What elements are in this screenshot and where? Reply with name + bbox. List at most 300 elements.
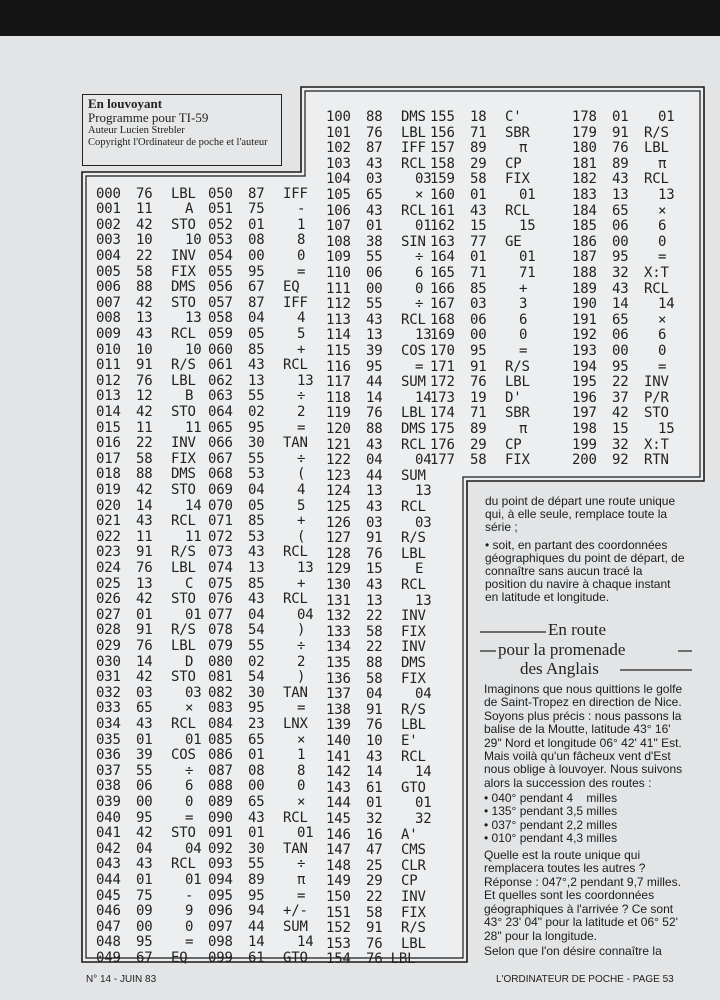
step-number: 001: [96, 201, 121, 218]
step-number: 188: [572, 265, 597, 281]
step-number: 008: [96, 310, 121, 327]
key-code: 91: [366, 530, 383, 547]
key-mnemonic: 15: [519, 218, 536, 235]
key-mnemonic: R/S: [171, 622, 196, 639]
route-list: [484, 792, 690, 845]
key-code: 76: [366, 545, 383, 562]
key-mnemonic: STO: [171, 216, 196, 233]
step-number: 053: [208, 232, 233, 249]
key-code: 01: [136, 871, 153, 888]
step-number: 121: [326, 436, 351, 453]
step-number: 157: [430, 140, 455, 157]
step-number: 011: [96, 357, 121, 374]
step-number: 033: [96, 700, 121, 717]
key-mnemonic: 10: [185, 341, 202, 358]
key-mnemonic: R/S: [401, 920, 426, 937]
step-number: 142: [326, 764, 351, 781]
step-number: 029: [96, 637, 121, 654]
key-code: 13: [366, 327, 383, 344]
key-mnemonic: R/S: [171, 357, 196, 374]
step-number: 023: [96, 544, 121, 561]
step-number: 194: [572, 358, 597, 375]
step-number: 155: [430, 109, 455, 125]
key-code: 92: [612, 452, 629, 469]
key-mnemonic: ×: [658, 202, 667, 219]
key-code: 13: [366, 483, 383, 500]
step-number: 031: [96, 669, 121, 686]
key-code: 77: [470, 233, 487, 250]
key-mnemonic: 13: [297, 559, 314, 576]
key-code: 91: [470, 358, 487, 375]
step-number: 071: [208, 513, 233, 530]
key-code: 13: [136, 575, 153, 592]
key-mnemonic: +: [297, 575, 306, 592]
key-code: 18: [470, 109, 487, 125]
key-code: 29: [470, 436, 487, 453]
key-code: 55: [248, 388, 265, 405]
step-number: 044: [96, 871, 121, 888]
step-number: 055: [208, 263, 233, 280]
step-number: 089: [208, 793, 233, 810]
step-number: 122: [326, 452, 351, 469]
key-code: 03: [470, 296, 487, 313]
key-mnemonic: B: [185, 388, 194, 405]
step-number: 099: [208, 949, 233, 966]
key-mnemonic: RCL: [283, 357, 308, 374]
key-code: 95: [612, 358, 629, 375]
key-mnemonic: ×: [297, 793, 306, 810]
key-code: 43: [612, 280, 629, 297]
step-number: 113: [326, 311, 351, 328]
step-number: 006: [96, 279, 121, 296]
key-mnemonic: P/R: [644, 389, 669, 406]
key-mnemonic: RCL: [401, 577, 426, 593]
step-number: 082: [208, 684, 233, 701]
key-mnemonic: (: [297, 528, 306, 545]
key-code: 95: [136, 934, 153, 951]
key-code: 10: [366, 733, 383, 749]
program-subtitle: Programme pour TI-59: [88, 110, 209, 125]
step-number: 072: [208, 528, 233, 545]
key-code: 58: [136, 450, 153, 467]
step-number: 087: [208, 762, 233, 779]
key-code: 03: [366, 171, 383, 188]
key-mnemonic: π: [519, 140, 528, 157]
step-number: 167: [430, 296, 455, 313]
key-code: 22: [136, 247, 153, 264]
key-mnemonic: 13: [297, 372, 314, 389]
key-mnemonic: 03: [415, 514, 432, 531]
key-mnemonic: 10: [185, 232, 202, 249]
step-number: 016: [96, 435, 121, 452]
step-number: 103: [326, 155, 351, 172]
key-code: 65: [612, 202, 629, 219]
key-mnemonic: =: [297, 419, 306, 436]
step-number: 137: [326, 686, 351, 703]
key-code: 76: [366, 405, 383, 422]
key-mnemonic: SBR: [505, 405, 530, 422]
step-number: 177: [430, 452, 455, 469]
key-code: 76: [366, 124, 383, 141]
key-code: 06: [366, 265, 383, 281]
step-number: 098: [208, 934, 233, 951]
step-number: 010: [96, 341, 121, 358]
key-mnemonic: 04: [297, 606, 314, 623]
key-mnemonic: E: [415, 561, 424, 578]
key-mnemonic: RCL: [401, 499, 426, 515]
key-code: 22: [136, 435, 153, 452]
step-number: 116: [326, 358, 351, 375]
step-number: 143: [326, 779, 351, 796]
key-code: 91: [136, 544, 153, 561]
key-code: 43: [366, 499, 383, 515]
key-code: 06: [612, 327, 629, 344]
key-code: 67: [136, 949, 153, 966]
key-code: 42: [612, 405, 629, 422]
program-copyright: Copyright l'Ordinateur de poche et l'auteur: [88, 137, 268, 148]
key-mnemonic: EQ: [283, 279, 300, 296]
key-code: 03: [366, 514, 383, 531]
key-code: 01: [470, 187, 487, 203]
key-mnemonic: 11: [185, 419, 202, 436]
key-mnemonic: 6: [415, 265, 424, 281]
key-mnemonic: INV: [644, 374, 669, 391]
step-number: 117: [326, 374, 351, 391]
key-code: 11: [136, 528, 153, 545]
key-mnemonic: -: [185, 887, 194, 904]
key-code: 30: [248, 684, 265, 701]
key-code: 76: [136, 637, 153, 654]
key-mnemonic: RCL: [171, 715, 196, 732]
key-code: 43: [136, 325, 153, 342]
step-number: 085: [208, 731, 233, 748]
step-number: 070: [208, 497, 233, 514]
key-code: 91: [612, 124, 629, 141]
step-number: 063: [208, 388, 233, 405]
key-code: 00: [612, 233, 629, 250]
key-mnemonic: SIN: [401, 233, 426, 250]
paragraph: du point de départ une route unique qui, à elle seule, remplace toute la série ;: [485, 494, 676, 535]
key-mnemonic: 01: [297, 825, 314, 842]
step-number: 091: [208, 825, 233, 842]
key-mnemonic: 03: [415, 171, 432, 188]
key-code: 91: [366, 920, 383, 937]
key-code: 12: [136, 388, 153, 405]
step-number: 086: [208, 747, 233, 764]
footer-issue: N° 14 - JUIN 83: [86, 974, 157, 985]
key-code: 14: [612, 296, 629, 313]
key-mnemonic: RCL: [505, 202, 530, 219]
key-code: 13: [248, 559, 265, 576]
heading-line: En route: [548, 620, 607, 639]
key-code: 85: [248, 513, 265, 530]
key-code: 44: [366, 374, 383, 391]
step-number: 032: [96, 684, 121, 701]
key-code: 65: [366, 187, 383, 203]
step-number: 069: [208, 481, 233, 498]
key-mnemonic: INV: [401, 639, 426, 656]
key-mnemonic: INV: [401, 608, 426, 625]
step-number: 191: [572, 311, 597, 328]
step-number: 107: [326, 218, 351, 235]
key-mnemonic: 3: [519, 296, 528, 313]
key-code: 13: [248, 372, 265, 389]
key-mnemonic: CP: [505, 436, 522, 453]
key-mnemonic: +: [519, 280, 528, 297]
key-mnemonic: 01: [185, 871, 202, 888]
key-code: 65: [136, 700, 153, 717]
key-code: 08: [248, 232, 265, 249]
key-code: 89: [470, 140, 487, 157]
key-mnemonic: ): [297, 669, 306, 686]
step-number: 074: [208, 559, 233, 576]
key-mnemonic: 14: [415, 764, 432, 781]
key-code: 58: [470, 452, 487, 469]
key-mnemonic: LBL: [171, 372, 196, 389]
key-mnemonic: STO: [171, 403, 196, 420]
step-number: 197: [572, 405, 597, 422]
key-mnemonic: 01: [519, 249, 536, 266]
step-number: 077: [208, 606, 233, 623]
step-number: 049: [96, 949, 121, 966]
step-number: 178: [572, 109, 597, 125]
step-number: 025: [96, 575, 121, 592]
key-mnemonic: 5: [297, 325, 306, 342]
step-number: 024: [96, 559, 121, 576]
key-code: 55: [248, 856, 265, 873]
step-number: 127: [326, 530, 351, 547]
step-number: 186: [572, 233, 597, 250]
key-code: 61: [248, 949, 265, 966]
step-number: 052: [208, 216, 233, 233]
key-mnemonic: ÷: [415, 296, 424, 313]
key-mnemonic: DMS: [401, 421, 426, 437]
key-mnemonic: FIX: [505, 452, 530, 469]
key-mnemonic: LBL: [171, 185, 196, 202]
key-mnemonic: X:T: [644, 436, 669, 453]
key-mnemonic: D': [505, 389, 522, 406]
step-number: 012: [96, 372, 121, 389]
step-number: 020: [96, 497, 121, 514]
step-number: 056: [208, 279, 233, 296]
step-number: 150: [326, 889, 351, 905]
step-number: 129: [326, 561, 351, 578]
key-mnemonic: 8: [297, 232, 306, 249]
step-number: 047: [96, 918, 121, 935]
key-code: 76: [366, 935, 383, 952]
key-code: 00: [366, 280, 383, 297]
step-number: 022: [96, 528, 121, 545]
step-number: 151: [326, 904, 351, 921]
step-number: 106: [326, 202, 351, 219]
key-code: 95: [136, 809, 153, 826]
key-mnemonic: ×: [415, 187, 424, 203]
step-number: 030: [96, 653, 121, 670]
key-code: 06: [612, 218, 629, 235]
step-number: 075: [208, 575, 233, 592]
key-mnemonic: =: [297, 263, 306, 280]
step-number: 120: [326, 421, 351, 437]
step-number: 054: [208, 247, 233, 264]
step-number: 119: [326, 405, 351, 422]
key-code: 95: [248, 887, 265, 904]
key-mnemonic: LBL: [401, 717, 426, 734]
key-mnemonic: CP: [505, 155, 522, 172]
key-mnemonic: 01: [185, 731, 202, 748]
key-code: 29: [366, 873, 383, 890]
key-code: 39: [366, 343, 383, 359]
key-mnemonic: 01: [415, 218, 432, 235]
step-number: 141: [326, 748, 351, 765]
key-code: 91: [136, 357, 153, 374]
key-mnemonic: 32: [415, 811, 432, 827]
key-code: 67: [248, 279, 265, 296]
step-number: 190: [572, 296, 597, 313]
step-number: 046: [96, 903, 121, 920]
step-number: 180: [572, 140, 597, 157]
key-mnemonic: +: [297, 341, 306, 358]
key-mnemonic: 0: [658, 343, 667, 359]
key-code: 76: [470, 374, 487, 391]
key-code: 88: [366, 421, 383, 437]
key-code: 75: [136, 887, 153, 904]
paragraph: Quelle est la route unique qui remplacera toutes les autres ? Réponse : 047°,2 pendant 9,7 milles. Et quelles sont les coordonnées géographiques à l'arrivée ? Ce sont 43° 23' 04" pour la latitude et 06° 52' 28" pour la longitude.: [484, 848, 681, 943]
key-mnemonic: R/S: [401, 701, 426, 718]
step-number: 176: [430, 436, 455, 453]
key-code: 23: [248, 715, 265, 732]
key-code: 00: [136, 918, 153, 935]
key-code: 04: [248, 606, 265, 623]
step-number: 111: [326, 280, 351, 297]
key-code: 55: [248, 637, 265, 654]
step-number: 037: [96, 762, 121, 779]
key-code: 88: [136, 466, 153, 483]
step-number: 018: [96, 466, 121, 483]
key-code: 71: [470, 265, 487, 281]
key-code: 85: [470, 280, 487, 297]
step-number: 165: [430, 265, 455, 281]
key-mnemonic: =: [185, 809, 194, 826]
key-mnemonic: X:T: [644, 265, 669, 281]
key-mnemonic: 01: [185, 606, 202, 623]
step-number: 193: [572, 343, 597, 359]
step-number: 036: [96, 747, 121, 764]
step-number: 095: [208, 887, 233, 904]
key-code: 10: [136, 341, 153, 358]
step-number: 109: [326, 249, 351, 266]
step-number: 094: [208, 871, 233, 888]
step-number: 104: [326, 171, 351, 188]
step-number: 174: [430, 405, 455, 422]
key-mnemonic: ÷: [297, 856, 306, 873]
key-mnemonic: RCL: [644, 171, 669, 188]
step-number: 105: [326, 187, 351, 203]
step-number: 160: [430, 187, 455, 203]
step-number: 146: [326, 826, 351, 843]
key-mnemonic: IFF: [283, 294, 308, 311]
step-number: 048: [96, 934, 121, 951]
step-number: 093: [208, 856, 233, 873]
key-mnemonic: ÷: [297, 388, 306, 405]
step-number: 005: [96, 263, 121, 280]
key-mnemonic: R/S: [171, 544, 196, 561]
key-mnemonic: 0: [658, 233, 667, 250]
step-number: 128: [326, 545, 351, 562]
key-mnemonic: FIX: [401, 670, 426, 687]
key-code: 43: [366, 577, 383, 593]
step-number: 081: [208, 669, 233, 686]
key-mnemonic: 0: [185, 793, 194, 810]
program-title: En louvoyant: [88, 96, 163, 111]
step-number: 156: [430, 124, 455, 141]
key-code: 76: [136, 185, 153, 202]
step-number: 123: [326, 467, 351, 484]
step-number: 065: [208, 419, 233, 436]
step-number: 131: [326, 592, 351, 609]
key-mnemonic: π: [519, 421, 528, 437]
key-code: 95: [248, 263, 265, 280]
step-number: 152: [326, 920, 351, 937]
key-mnemonic: STO: [171, 481, 196, 498]
step-number: 100: [326, 109, 351, 125]
key-mnemonic: =: [297, 887, 306, 904]
key-code: 01: [248, 747, 265, 764]
key-mnemonic: STO: [171, 825, 196, 842]
key-mnemonic: LBL: [171, 559, 196, 576]
step-number: 017: [96, 450, 121, 467]
key-code: 16: [366, 826, 383, 843]
key-mnemonic: 14: [658, 296, 675, 313]
key-mnemonic: RCL: [401, 436, 426, 453]
key-mnemonic: =: [519, 343, 528, 359]
key-mnemonic: FIX: [171, 263, 196, 280]
step-number: 153: [326, 935, 351, 952]
key-code: 47: [366, 842, 383, 859]
key-mnemonic: INV: [171, 247, 196, 264]
step-number: 110: [326, 265, 351, 281]
key-mnemonic: LBL: [171, 637, 196, 654]
key-code: 95: [248, 419, 265, 436]
key-mnemonic: RCL: [644, 280, 669, 297]
step-number: 171: [430, 358, 455, 375]
key-mnemonic: A': [401, 826, 418, 843]
key-code: 65: [248, 793, 265, 810]
step-number: 088: [208, 778, 233, 795]
step-number: 064: [208, 403, 233, 420]
key-code: 43: [366, 155, 383, 172]
key-code: 38: [366, 233, 383, 250]
key-code: 01: [136, 606, 153, 623]
key-mnemonic: RCL: [401, 202, 426, 219]
step-number: 118: [326, 389, 351, 406]
key-mnemonic: R/S: [401, 530, 426, 547]
key-code: 75: [248, 201, 265, 218]
key-mnemonic: -: [297, 201, 306, 218]
key-mnemonic: ×: [297, 731, 306, 748]
key-code: 76: [136, 559, 153, 576]
key-mnemonic: 04: [415, 686, 432, 703]
key-code: 14: [136, 497, 153, 514]
key-code: 95: [612, 249, 629, 266]
step-number: 145: [326, 811, 351, 827]
key-mnemonic: ×: [658, 311, 667, 328]
key-mnemonic: 6: [658, 218, 667, 235]
paragraph: Imaginons que nous quittions le golfe de Saint-Tropez en direction de Nice. Soyons plus précis : nous passons la balise de la Moutte, latitude 43° 16' 29" Nord et longitude 06° 42' 41" Est. Mais voilà qu'un fâcheux vent d'Est nous oblige à louvoyer. Nous suivons alors la succession des routes :: [484, 682, 683, 790]
key-mnemonic: RCL: [401, 748, 426, 765]
step-number: 163: [430, 233, 455, 250]
key-code: 01: [248, 825, 265, 842]
step-number: 112: [326, 296, 351, 313]
